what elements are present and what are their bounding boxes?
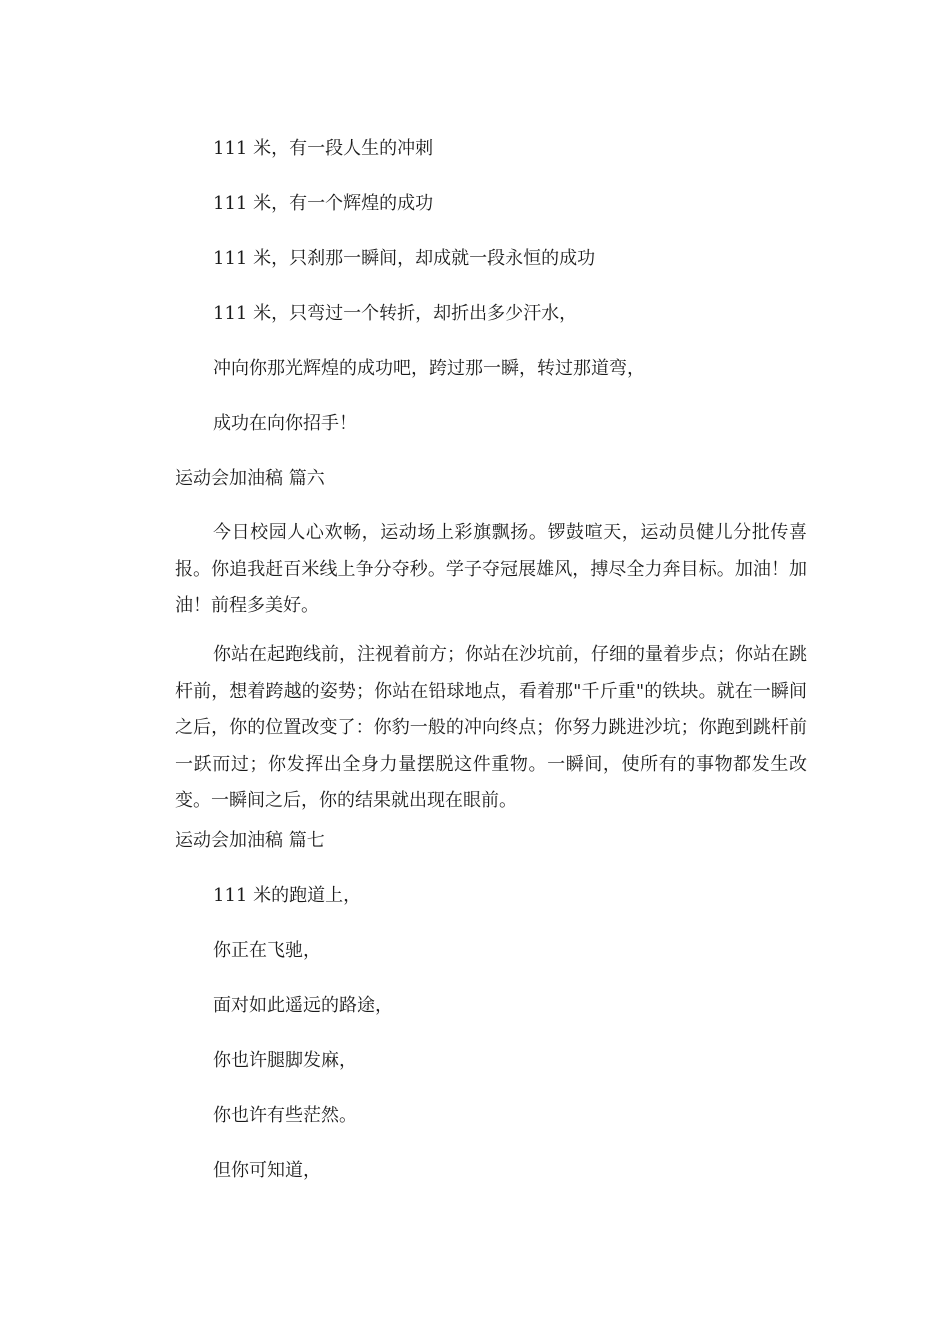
poem-line: 111 米的跑道上， (213, 885, 362, 906)
section-6-paragraph-2: 你站在起跑线前，注视着前方；你站在沙坑前，仔细的量着步点；你站在跳杆前，想着跨越的姿势；你站在铅球地点，看着那"千斤重"的铁块。就在一瞬间之后，你的位置改变了：你豹一般的冲向终点；你努力跳进沙坑；你跑到跳杆前一跃而过；你发挥出全身力量摆脱这件重物。一瞬间，使所有的事物都发生改变。一瞬间之后，你的结果就出现在眼前。 (175, 644, 807, 811)
poem-line: 111 米，有一段人生的冲刺 (213, 138, 434, 159)
poem-line: 111 米，只刹那一瞬间，却成就一段永恒的成功 (213, 248, 596, 269)
poem-line: 冲向你那光辉煌的成功吧，跨过那一瞬，转过那道弯， (213, 358, 645, 379)
poem-line: 你也许腿脚发麻， (213, 1050, 357, 1071)
section-7-heading: 运动会加油稿 篇七 (175, 830, 325, 851)
poem-line: 但你可知道， (213, 1160, 321, 1181)
poem-line: 111 米，有一个辉煌的成功 (213, 193, 434, 214)
section-6-heading: 运动会加油稿 篇六 (175, 468, 325, 489)
poem-line: 你正在飞驰， (213, 940, 321, 961)
poem-line: 你也许有些茫然。 (213, 1105, 357, 1126)
poem-line: 面对如此遥远的路途， (213, 995, 393, 1016)
poem-line: 111 米，只弯过一个转折，却折出多少汗水， (213, 303, 578, 324)
section-6-paragraph-1: 今日校园人心欢畅，运动场上彩旗飘扬。锣鼓喧天，运动员健儿分批传喜报。你追我赶百米线上争分夺秒。学子夺冠展雄风，搏尽全力奔目标。加油！加油！前程多美好。 (175, 522, 807, 616)
poem-line: 成功在向你招手！ (213, 413, 357, 434)
